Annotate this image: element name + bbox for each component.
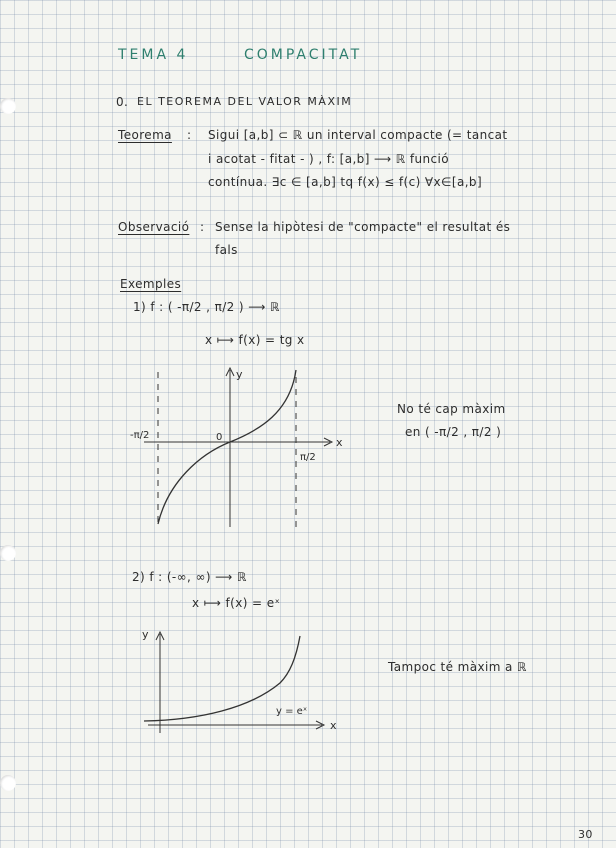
theorem-line-3: contínua. ∃c ∈ [a,b] tq f(x) ≤ f(c) ∀x∈[a,b] [208, 175, 483, 189]
theorem-line-1: Sigui [a,b] ⊂ ℝ un interval compacte (= tancat [208, 128, 508, 142]
examples-label: Exemples [120, 277, 182, 291]
example-2-note: Tampoc té màxim a ℝ [388, 660, 527, 674]
graph1-left-tick: -π/2 [130, 430, 150, 441]
observation-colon: : [200, 220, 205, 234]
tangent-graph [130, 362, 350, 532]
example-1-definition: 1) f : ( -π/2 , π/2 ) ⟶ ℝ [133, 300, 280, 314]
section-title: EL TEOREMA DEL VALOR MÀXIM [137, 95, 353, 108]
binder-hole [0, 775, 16, 791]
theorem-line-2: i acotat - fitat - ) , f: [a,b] ⟶ ℝ funció [208, 152, 450, 166]
graph1-x-label: x [336, 436, 343, 449]
tangent-curve [158, 370, 296, 524]
theorem-colon: : [187, 128, 192, 142]
page-number: 30 [578, 828, 593, 841]
graph2-x-label: x [330, 719, 337, 732]
graph1-origin-label: 0 [216, 432, 223, 443]
example-2-mapping: x ⟼ f(x) = eˣ [192, 596, 281, 610]
graph1-right-tick: π/2 [300, 452, 316, 463]
example-1-note-line-2: en ( -π/2 , π/2 ) [405, 425, 502, 439]
observation-line-1: Sense la hipòtesi de "compacte" el resultat és [215, 220, 511, 234]
graph2-curve-label: y = eˣ [276, 706, 308, 717]
theorem-label: Teorema [118, 128, 172, 142]
exponential-graph [140, 628, 340, 738]
section-number: 0. [116, 95, 129, 109]
example-1-note-line-1: No té cap màxim [397, 402, 506, 416]
binder-hole [0, 545, 16, 561]
example-2-definition: 2) f : (-∞, ∞) ⟶ ℝ [132, 570, 247, 584]
example-1-mapping: x ⟼ f(x) = tg x [205, 333, 305, 347]
graph2-y-label: y [142, 628, 149, 641]
observation-line-2: fals [215, 243, 238, 257]
observation-label: Observació [118, 220, 190, 234]
topic-heading: COMPACITAT [244, 47, 363, 63]
tema-heading: TEMA 4 [118, 47, 189, 63]
graph1-y-label: y [236, 368, 243, 381]
binder-hole [0, 98, 16, 114]
